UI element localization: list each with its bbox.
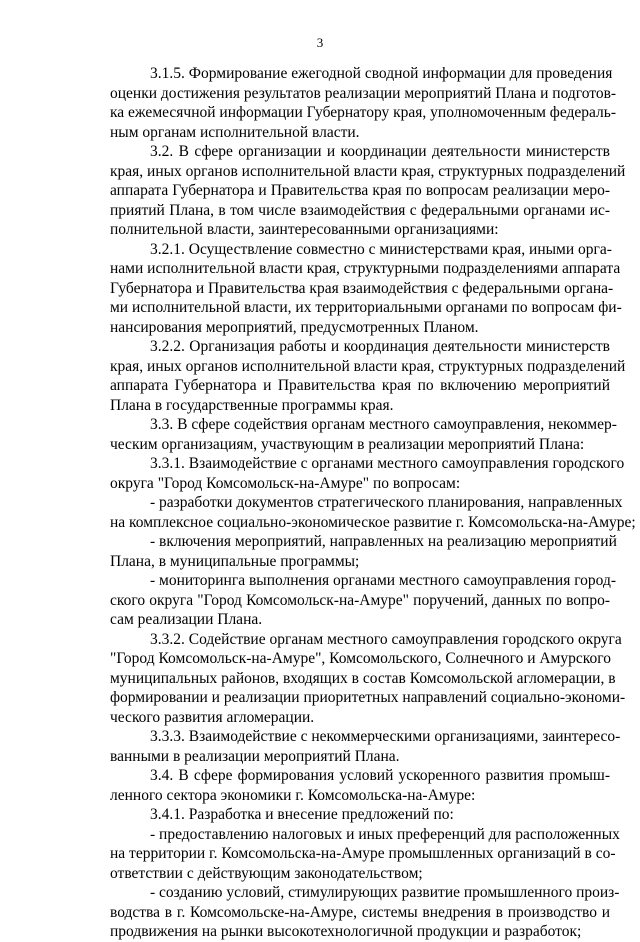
- paragraph-3-4-1-b: [110, 883, 620, 942]
- text-line: продвижения на рынки высокотехнологичной продукции и разработок;: [110, 923, 582, 940]
- text-line: ным органам исполнительной власти.: [110, 123, 360, 141]
- paragraph-3-3-1: [110, 454, 625, 493]
- text-line: ка ежемесячной информации Губернатору края, уполномоченным федераль-: [110, 104, 616, 121]
- text-line: края, иных органов исполнительной власти края, структурных подразделений: [110, 162, 626, 180]
- paragraph-3-4-1-a: [110, 825, 620, 884]
- text-line: на комплексное социально-экономическое развитие г. Комсомольска-на-Амуре;: [110, 513, 636, 531]
- paragraph-3-4: [110, 766, 610, 805]
- text-line: округа "Город Комсомольск-на-Амуре" по вопросам:: [110, 474, 461, 492]
- text-line: края, иных органов исполнительной власти края, структурных подразделений: [110, 357, 626, 375]
- text-line: оценки достижения результатов реализации мероприятий Плана и подготов-: [110, 84, 617, 102]
- text-line: сам реализации Плана.: [110, 611, 263, 628]
- text-line: аппарата Губернатора и Правительства края по включению мероприятий: [110, 377, 610, 394]
- paragraph-3-2: [110, 142, 626, 240]
- text-line: 3.3.3. Взаимодействие с некоммерческими организациями, заинтересо-: [150, 728, 621, 745]
- text-line: нансирования мероприятий, предусмотренных Планом.: [110, 318, 479, 336]
- text-line: ческого развития агломерации.: [110, 708, 315, 726]
- text-line: водства в г. Комсомольске-на-Амуре, системы внедрения в производство и: [110, 903, 610, 921]
- text-line: ленного сектора экономики г. Комсомольска-на-Амуре:: [110, 786, 476, 804]
- text-line: 3.2.1. Осуществление совместно с министерствами края, иными орга-: [150, 240, 612, 258]
- text-line: приятий Плана, в том числе взаимодействия с федеральными органами ис-: [110, 201, 610, 219]
- text-line: 3.3.2. Содействие органам местного самоуправления городского округа: [150, 630, 622, 648]
- text-line: - разработки документов стратегического планирования, направленных: [150, 494, 623, 511]
- text-line: - мониторинга выполнения органами местного самоуправления город-: [150, 572, 617, 589]
- text-line: - созданию условий, стимулирующих развитие промышленного произ-: [150, 884, 620, 901]
- text-line: "Город Комсомольск-на-Амуре", Комсомольского, Солнечного и Амурского: [110, 650, 611, 667]
- text-line: 3.2. В сфере организации и координации деятельности министерств: [150, 143, 610, 160]
- paragraph-3-2-2: [110, 337, 626, 415]
- text-line: муниципальных районов, входящих в состав Комсомольской агломерации, в: [110, 669, 616, 687]
- text-line: на территории г. Комсомольска-на-Амуре промышленных организаций в со-: [110, 845, 616, 862]
- paragraph-3-1-5: [110, 64, 617, 142]
- paragraph-3-3-1-c: [110, 571, 617, 630]
- text-line: 3.1.5. Формирование ежегодной сводной информации для проведения: [150, 65, 613, 82]
- text-line: - включения мероприятий, направленных на реализацию мероприятий: [150, 533, 617, 550]
- document-body: [110, 64, 636, 942]
- paragraph-3-2-1: [110, 240, 622, 338]
- paragraph-3-4-1: [110, 805, 610, 825]
- paragraph-3-3-1-b: [110, 532, 617, 571]
- text-line: 3.3.1. Взаимодействие с органами местного самоуправления городского: [150, 455, 625, 472]
- paragraph-3-3-2: [110, 630, 626, 728]
- paragraph-3-3-1-a: [110, 493, 636, 532]
- text-line: ческим организациям, участвующим в реализации мероприятий Плана:: [110, 435, 585, 453]
- text-line: ми исполнительной власти, их территориальными органами по вопросам фи-: [110, 299, 622, 316]
- text-line: полнительной власти, заинтересованными организациями:: [110, 221, 499, 238]
- text-line: 3.3. В сфере содействия органам местного самоуправления, некоммер-: [150, 416, 617, 433]
- text-line: 3.2.2. Организация работы и координация деятельности министерств: [150, 338, 610, 355]
- text-line: формировании и реализации приоритетных направлений социально-экономи-: [110, 689, 626, 706]
- page-number: 3: [316, 35, 324, 50]
- paragraph-3-3-3: [110, 727, 621, 766]
- text-line: - предоставлению налоговых и иных преференций для расположенных: [150, 825, 620, 843]
- text-line: аппарата Губернатора и Правительства края по вопросам реализации меро-: [110, 182, 610, 199]
- text-line: ванными в реализации мероприятий Плана.: [110, 747, 400, 765]
- text-line: Плана в государственные программы края.: [110, 396, 394, 414]
- paragraph-3-3: [110, 415, 617, 454]
- text-line: Губернатора и Правительства края взаимодействия с федеральными органа-: [110, 279, 614, 297]
- text-line: 3.4. В сфере формирования условий ускоренного развития промыш-: [150, 767, 610, 784]
- text-line: ответствии с действующим законодательством;: [110, 864, 423, 882]
- text-line: ского округа "Город Комсомольск-на-Амуре" поручений, данных по вопро-: [110, 591, 610, 609]
- text-line: Плана, в муниципальные программы;: [110, 552, 360, 570]
- text-line: 3.4.1. Разработка и внесение предложений по:: [150, 806, 454, 823]
- text-line: нами исполнительной власти края, структурными подразделениями аппарата: [110, 260, 621, 277]
